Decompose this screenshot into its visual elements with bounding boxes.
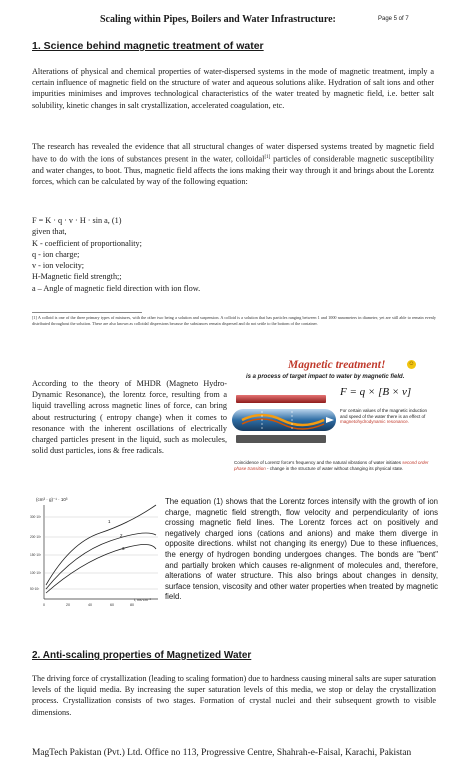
page-number: Page 5 of 7 <box>378 16 409 22</box>
page-footer-address: MagTech Pakistan (Pvt.) Ltd. Office no 113, Progressive Centre, Shahrah-e-Faisal, Karachi, Pakistan <box>32 748 412 758</box>
equation-line: given that, <box>32 227 67 237</box>
chart-ytick: 50·10³ <box>30 587 40 591</box>
magnet-pipe-illustration <box>232 383 338 457</box>
chart-xlabel: t, ms·cm⁻¹ <box>134 598 151 602</box>
chart-ylabel: (cm³ · g)⁻¹ · 10³ <box>36 497 68 502</box>
infographic-subtitle: is a process of target impact to water by magnetic field. <box>246 374 405 380</box>
chart-ytick: 300·10³ <box>30 515 41 519</box>
paragraph-text: The research has revealed the evidence that all structural changes of water dispersed systems treated by magnetic field have to do with the ions of substances present in the water, colloidal <box>32 142 434 164</box>
note-emphasis: magnetohydrodynamic resonance. <box>340 419 410 425</box>
curve-label: 1 <box>108 519 111 524</box>
equation-line: a – Angle of magnetic field direction with ion flow. <box>32 283 201 293</box>
note-emphasis: second order phase transition <box>234 460 429 471</box>
equation-line: v - ion velocity; <box>32 261 85 271</box>
curve-3 <box>46 544 156 593</box>
equation-line: K - coefficient of proportionality; <box>32 238 142 248</box>
mhdr-paragraph: According to the theory of MHDR (Magneto Hydro-Dynamic Resonance), the lorentz force, resulting from a liquid travelling across magnetic lines of force, can bring about restructuring ( entropy change) when it comes to resonance with the inherent oscillations of electrically charged particles present in the liquid, such as molecules, solid dust particles, ions & free radicals. <box>32 379 227 456</box>
phase-transition-note <box>234 460 436 471</box>
magnetic-treatment-infographic <box>228 357 438 489</box>
section2-heading: 2. Anti-scaling properties of Magnetized Water <box>32 650 252 661</box>
chart-xtick: 40 <box>88 603 92 607</box>
infographic-title: Magnetic treatment! <box>288 359 386 371</box>
chart-ytick: 150·10³ <box>30 553 41 557</box>
curve-label: 3 <box>122 546 125 551</box>
note-text: - change in the structure of water without changing its physical state. <box>267 465 404 471</box>
chart-xtick: 20 <box>66 603 70 607</box>
footnote: [1] A colloid is one of the three primary types of mixtures, with the other two being a solution and suspension. A colloid is a solution that has particles ranging between 1 and 1000 nanometers in diameter, yet are still able to remain evenly distributed throughout the solution. These are also known as colloidal dispersions because the substances remain dispersed and do not settle to the bottom of the container. <box>32 315 436 326</box>
paragraph-text: particles of considerable magnetic susceptibility and water changes, to boot. Thus, magnetic field affects the ions making their way through it and brings about the Lorentz forces, which can be calculated by way of the following equation: <box>32 154 434 187</box>
page-header-title: Scaling within Pipes, Boilers and Water Infrastructure: <box>100 14 336 25</box>
chart-ytick: 200·10³ <box>30 535 41 539</box>
section1-paragraph-2 <box>32 141 434 188</box>
chart-xtick: 60 <box>110 603 114 607</box>
section2-paragraph: The driving force of crystallization (leading to scaling formation) due to hardness causing mineral salts are super saturation levels of the liquid media. By increasing the super saturation levels of this media, we stop or delay the crystallization process. Crystallization consists of two stages. Formation of crystal nuclei and their subsequent growth to visible dimensions. <box>32 674 437 717</box>
note-text: Coincidence of Lorentz force's frequency and the natural vibrations of water initiates <box>234 460 401 465</box>
equation-line: H-Magnetic field strength;; <box>32 272 122 282</box>
footnote-reference[interactable]: [1] <box>264 155 271 161</box>
ion-effect-chart <box>30 493 162 611</box>
chart-ytick: 100·10³ <box>30 571 41 575</box>
equation-line: F = K · q · v · H · sin a, (1) <box>32 216 122 225</box>
resonance-note <box>340 408 432 425</box>
section1-paragraph-1: Alterations of physical and chemical properties of water-dispersed systems in the mode of magnetic treatment, imply a certain influence of magnetic field on the structure of water and aqueous solutions alike. Hydration of salt ions and other impurities minimises and improves technological characteristics of the water treated by magnetic field, i.e. better salt solubility, kinetic changes in salt crystallization, accelerated coagulation, etc. <box>32 67 434 110</box>
chart-xtick: 80 <box>130 603 134 607</box>
lorentz-forces-paragraph: The equation (1) shows that the Lorentz forces intensify with the growth of ion charge, magnetic field strength, flow velocity and perpendicularity of ions crossing magnetic field lines. The Lorentz forces act on positively and negatively charged ions (cations and anions) and make them diverge in opposite directions. whilst not changing its energy) Due to these influences, the energy of hydrogen bonding undergoes changes. The bonds are "bent" and partially broken which causes re-alignment of molecules and, therefore, alterations of water structure. This also brings about changes in density, surface tension, viscosity and other water properties when treated by magnetic field. <box>165 497 438 602</box>
chart-xtick: 0 <box>43 603 45 607</box>
note-text: For certain values of the magnetic induction and speed of the water there is an effect of <box>340 408 428 419</box>
smiley-emblem-icon: ☺ <box>408 361 415 367</box>
lorentz-equation-block <box>32 215 332 294</box>
footnote-divider <box>32 312 142 313</box>
lorentz-vector-formula: F = q × [B × v] <box>340 386 412 398</box>
section1-heading: 1. Science behind magnetic treatment of water <box>32 40 264 52</box>
curve-label: 2 <box>120 533 123 538</box>
equation-line: q - ion charge; <box>32 249 80 259</box>
